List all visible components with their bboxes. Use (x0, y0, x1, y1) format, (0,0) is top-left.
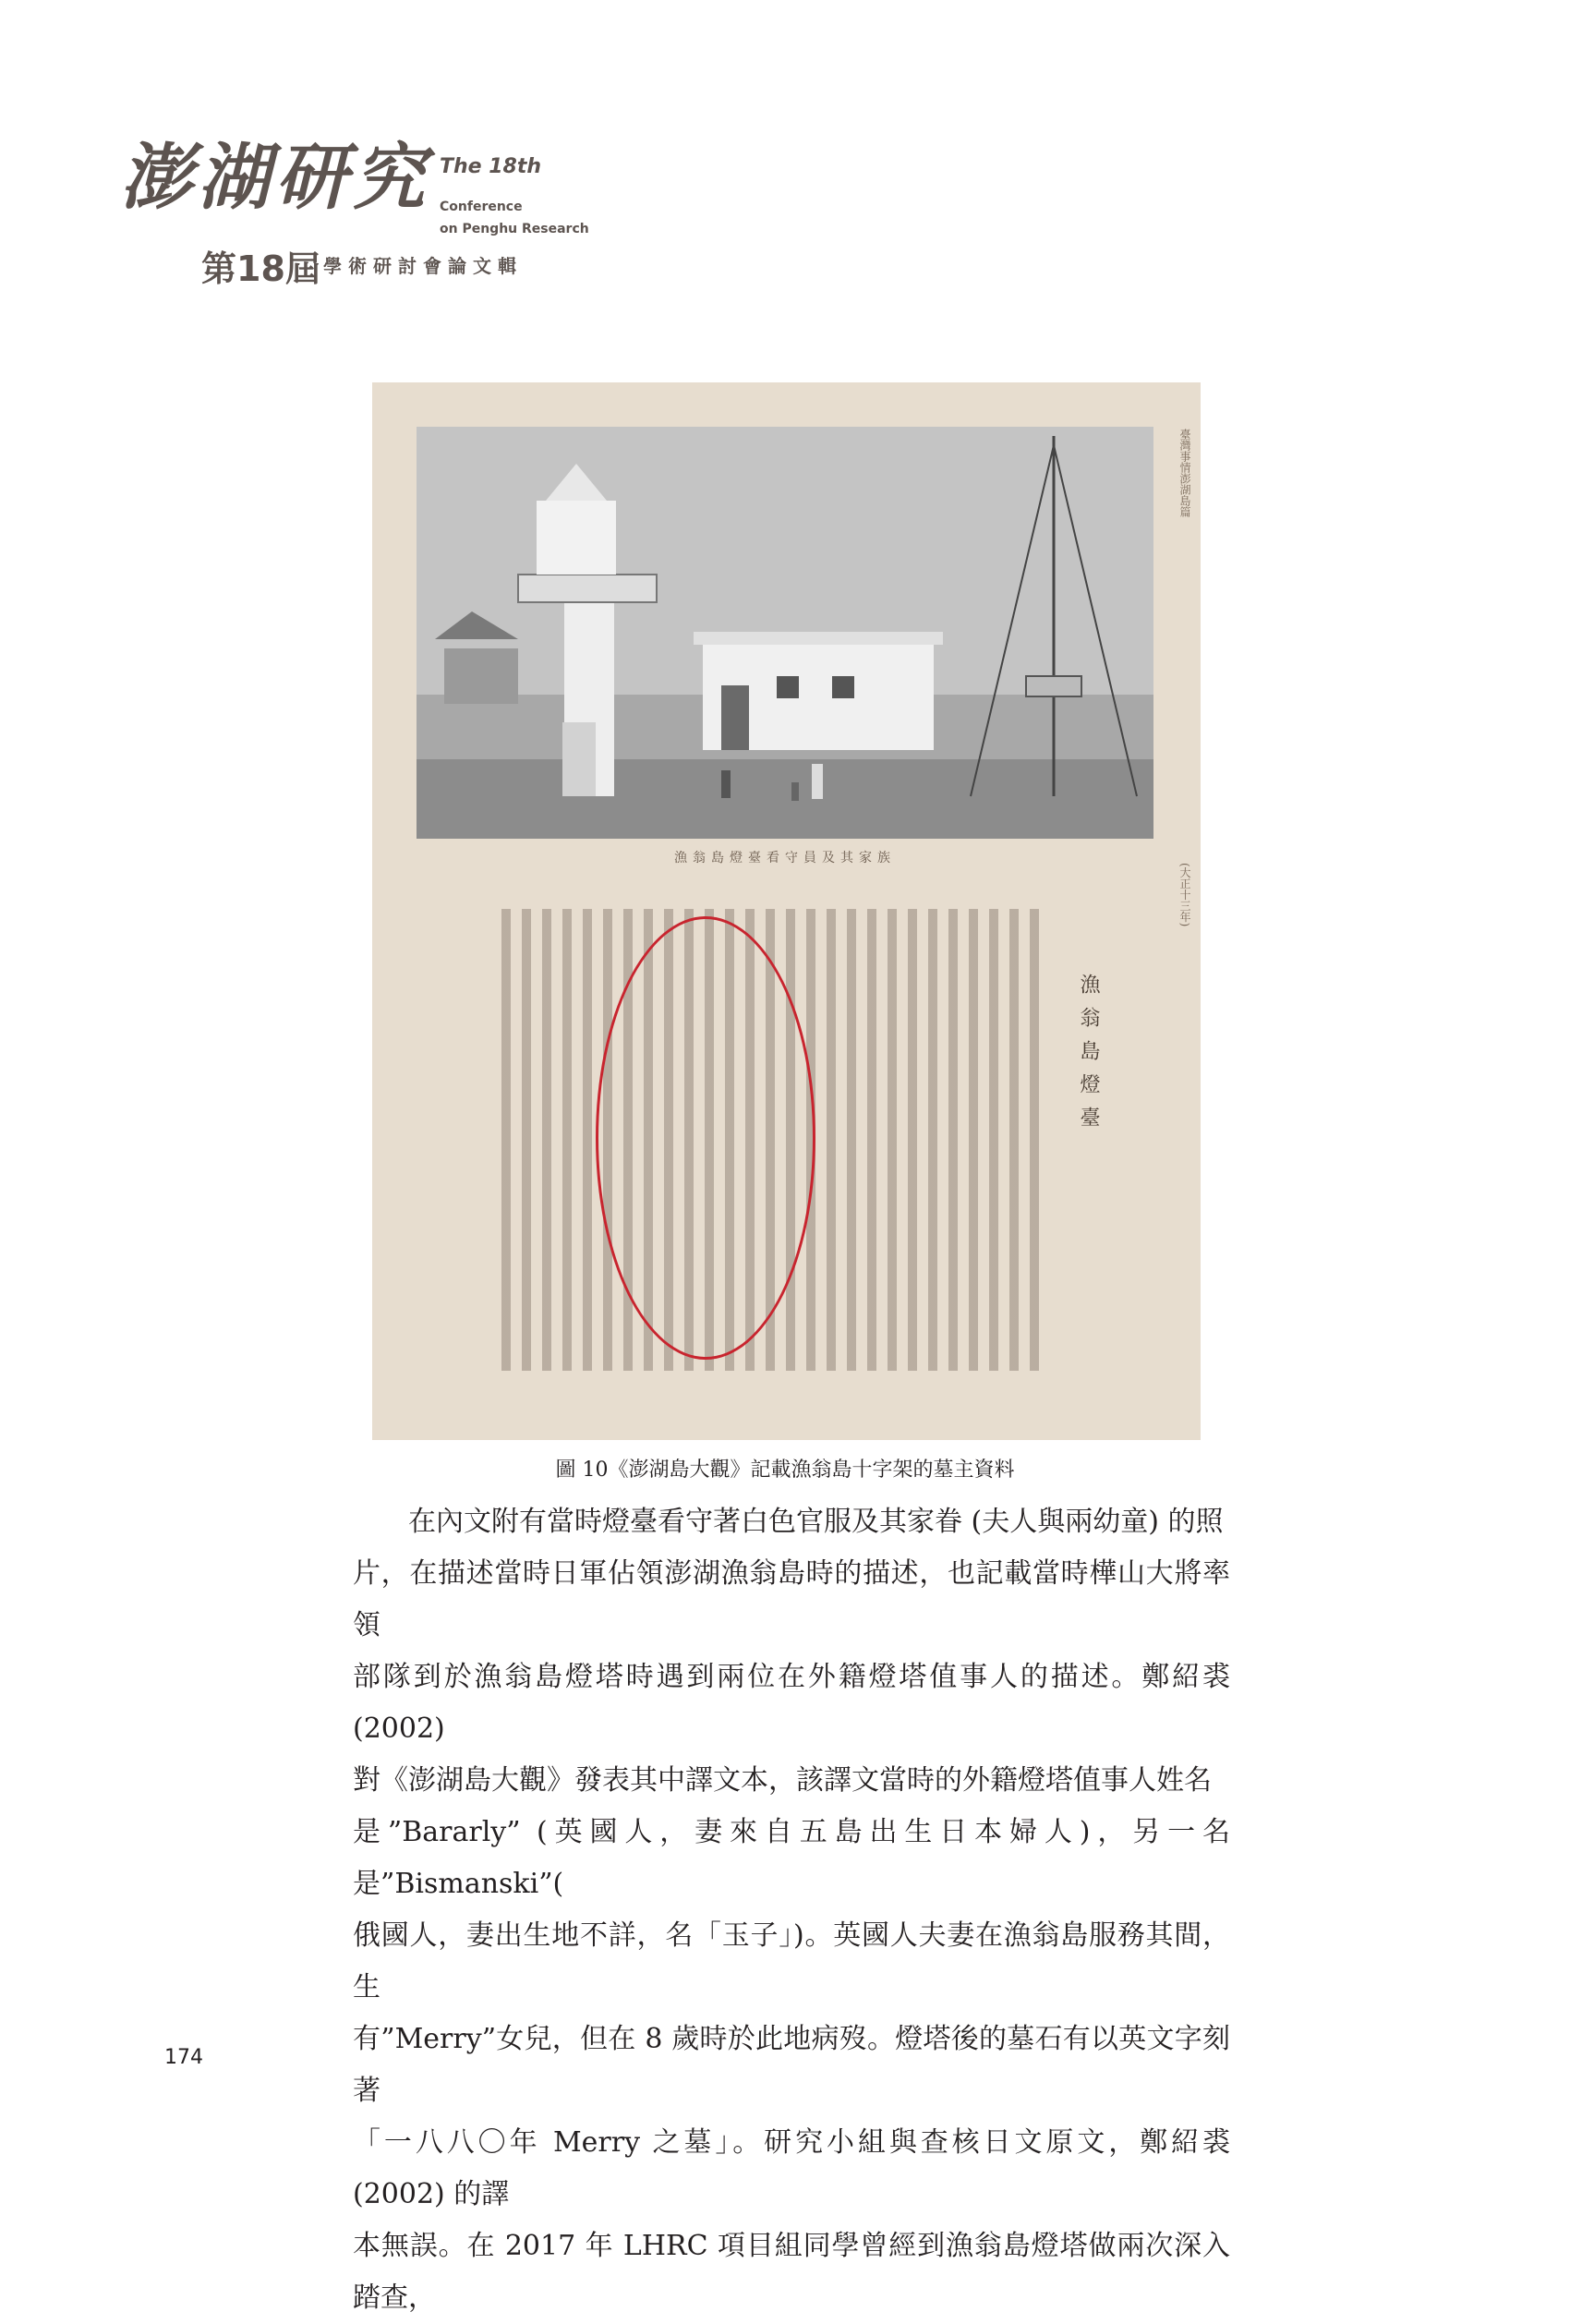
edition-subtitle: 學術研討會論文輯 (323, 255, 523, 277)
margin-page-note: (大正十三年) (1178, 863, 1191, 927)
body-line: 部隊到於漁翁島燈塔時遇到兩位在外籍燈塔值事人的描述。鄭紹裘 (2002) (353, 1661, 1230, 1745)
journal-header (120, 111, 600, 289)
photo-caption: 漁翁島燈臺看守員及其家族 (674, 851, 896, 865)
journal-edition-english: The 18th (440, 155, 542, 178)
page-number: 174 (164, 2046, 203, 2069)
body-line: 片，在描述當時日軍佔領澎湖漁翁島時的描述，也記載當時樺山大將率領 (353, 1557, 1230, 1641)
body-line: 是”Bararly” (英國人，妻來自五島出生日本婦人)，另一名是”Bismanski”( (353, 1816, 1230, 1900)
lighthouse-photo-drawing (417, 427, 1153, 839)
lighthouse-photo (417, 427, 1153, 839)
body-line: 在內文附有當時燈臺看守著白色官服及其家眷 (夫人與兩幼童) 的照 (353, 1506, 1224, 1538)
body-line: 俄國人，妻出生地不詳，名「玉子」)。英國人夫妻在漁翁島服務其間，生 (353, 1919, 1230, 2003)
highlight-ellipse (596, 916, 815, 1360)
figure-caption: 圖 10《澎湖島大觀》記載漁翁島十字架的墓主資料 (555, 1459, 1015, 1482)
conference-line-1: Conference (440, 200, 523, 214)
conference-line-2: on Penghu Research (440, 222, 589, 236)
body-line: 對《澎湖島大觀》發表其中譯文本，該譯文當時的外籍燈塔值事人姓名 (353, 1764, 1212, 1797)
scanned-book-figure (372, 382, 1201, 1440)
body-line: 有”Merry”女兒，但在 8 歲時於此地病歿。燈塔後的墓石有以英文字刻著 (353, 2023, 1230, 2107)
body-line: 本無誤。在 2017 年 LHRC 項目組同學曾經到漁翁島燈塔做兩次深入踏查， (353, 2230, 1230, 2314)
scanned-section-title: 漁翁島燈臺 (1077, 974, 1100, 1140)
body-paragraph (353, 1496, 1230, 2324)
edition-label: 第18屆 (201, 248, 320, 289)
body-line: 「一八八〇年 Merry 之墓」。研究小組與查核日文原文，鄭紹裘 (2002) 的譯 (353, 2126, 1230, 2210)
journal-title-chinese: 澎湖研究 (120, 136, 431, 220)
margin-running-title: 臺灣事情澎湖島篇 (1178, 429, 1191, 517)
journal-conference-english (440, 196, 589, 240)
